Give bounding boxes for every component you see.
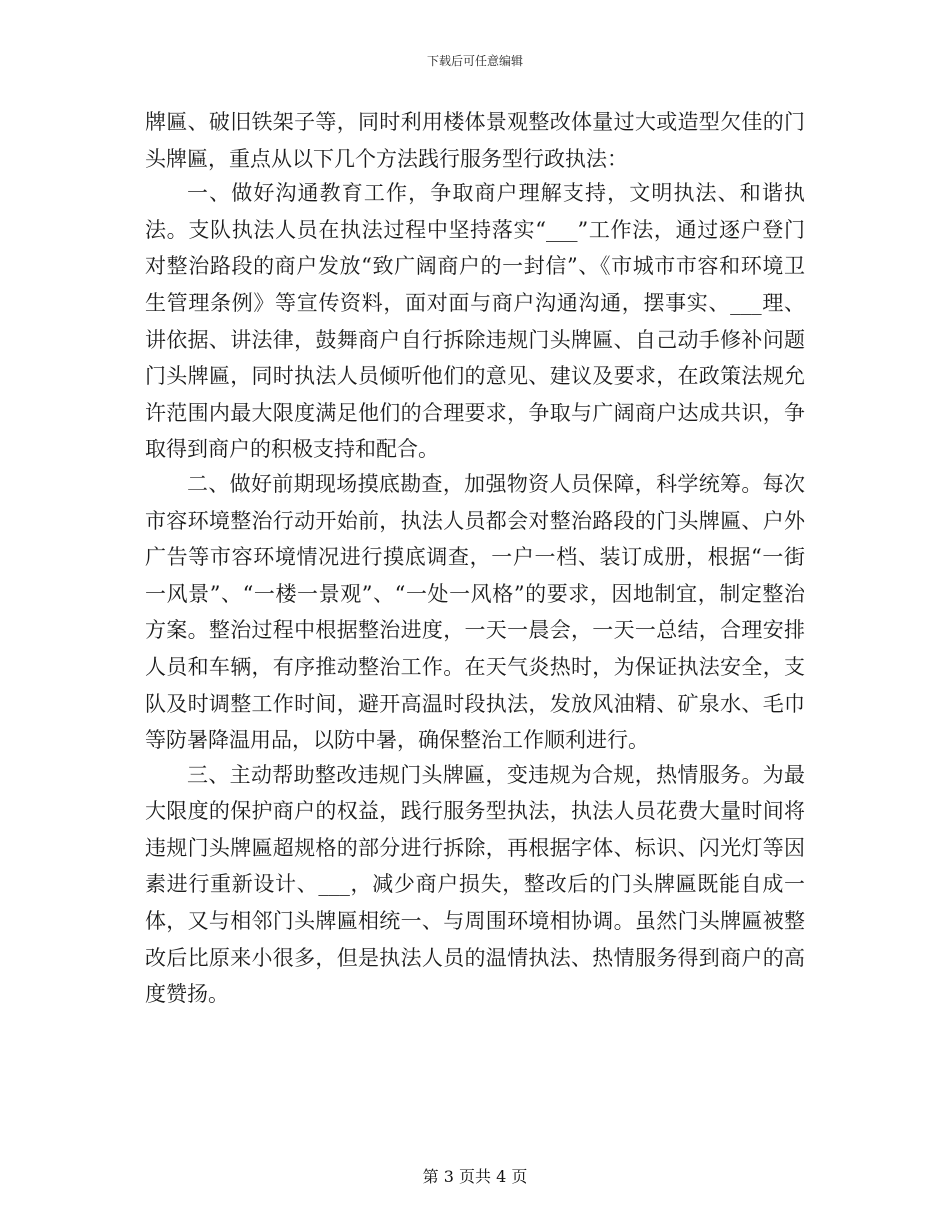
document-body [145,104,805,1011]
paragraph-survey: 二、做好前期现场摸底勘查，加强物资人员保障，科学统筹。每次市容环境整治行动开始前，执法人员都会对整治路段的门头牌匾、户外广告等市容环境情况进行摸底调查，一户一档、装订成册，根据“一街一风景”、“一楼一景观”、“一处一风格”的要求，因地制宜，制定整治方案。整治过程中根据整治进度，一天一晨会，一天一总结，合理安排人员和车辆，有序推动整治工作。在天气炎热时，为保证执法安全，支队及时调整工作时间，避开高温时段执法，发放风油精、矿泉水、毛巾等防暑降温用品，以防中暑，确保整治工作顺利进行。 [145,471,805,753]
paragraph-communication: 一、做好沟通教育工作，争取商户理解支持，文明执法、和谐执法。支队执法人员在执法过程中坚持落实“___”工作法，通过逐户登门对整治路段的商户发放“致广阔商户的一封信”、《市城市市容和环境卫生管理条例》等宣传资料，面对面与商户沟通沟通，摆事实、___理、讲依据、讲法律，鼓舞商户自行拆除违规门头牌匾、自己动手修补问题门头牌匾，同时执法人员倾听他们的意见、建议及要求，在政策法规允许范围内最大限度满足他们的合理要求，争取与广阔商户达成共识，争取得到商户的积极支持和配合。 [145,181,805,462]
paragraph-continuation: 牌匾、破旧铁架子等，同时利用楼体景观整改体量过大或造型欠佳的门头牌匾，重点从以下几个方法践行服务型行政执法： [145,110,805,171]
page-header: 下载后可任意编辑 [426,54,523,68]
page-number: 第 3 页共 4 页 [422,1167,528,1186]
paragraph-rectification: 三、主动帮助整改违规门头牌匾，变违规为合规，热情服务。为最大限度的保护商户的权益，践行服务型执法，执法人员花费大量时间将违规门头牌匾超规格的部分进行拆除，再根据字体、标识、闪光灯等因素进行重新设计、___，减少商户损失，整改后的门头牌匾既能自成一体，又与相邻门头牌匾相统一、与周围环境相协调。虽然门头牌匾被整改后比原来小很多，但是执法人员的温情执法、热情服务得到商户的高度赞扬。 [145,762,805,1007]
